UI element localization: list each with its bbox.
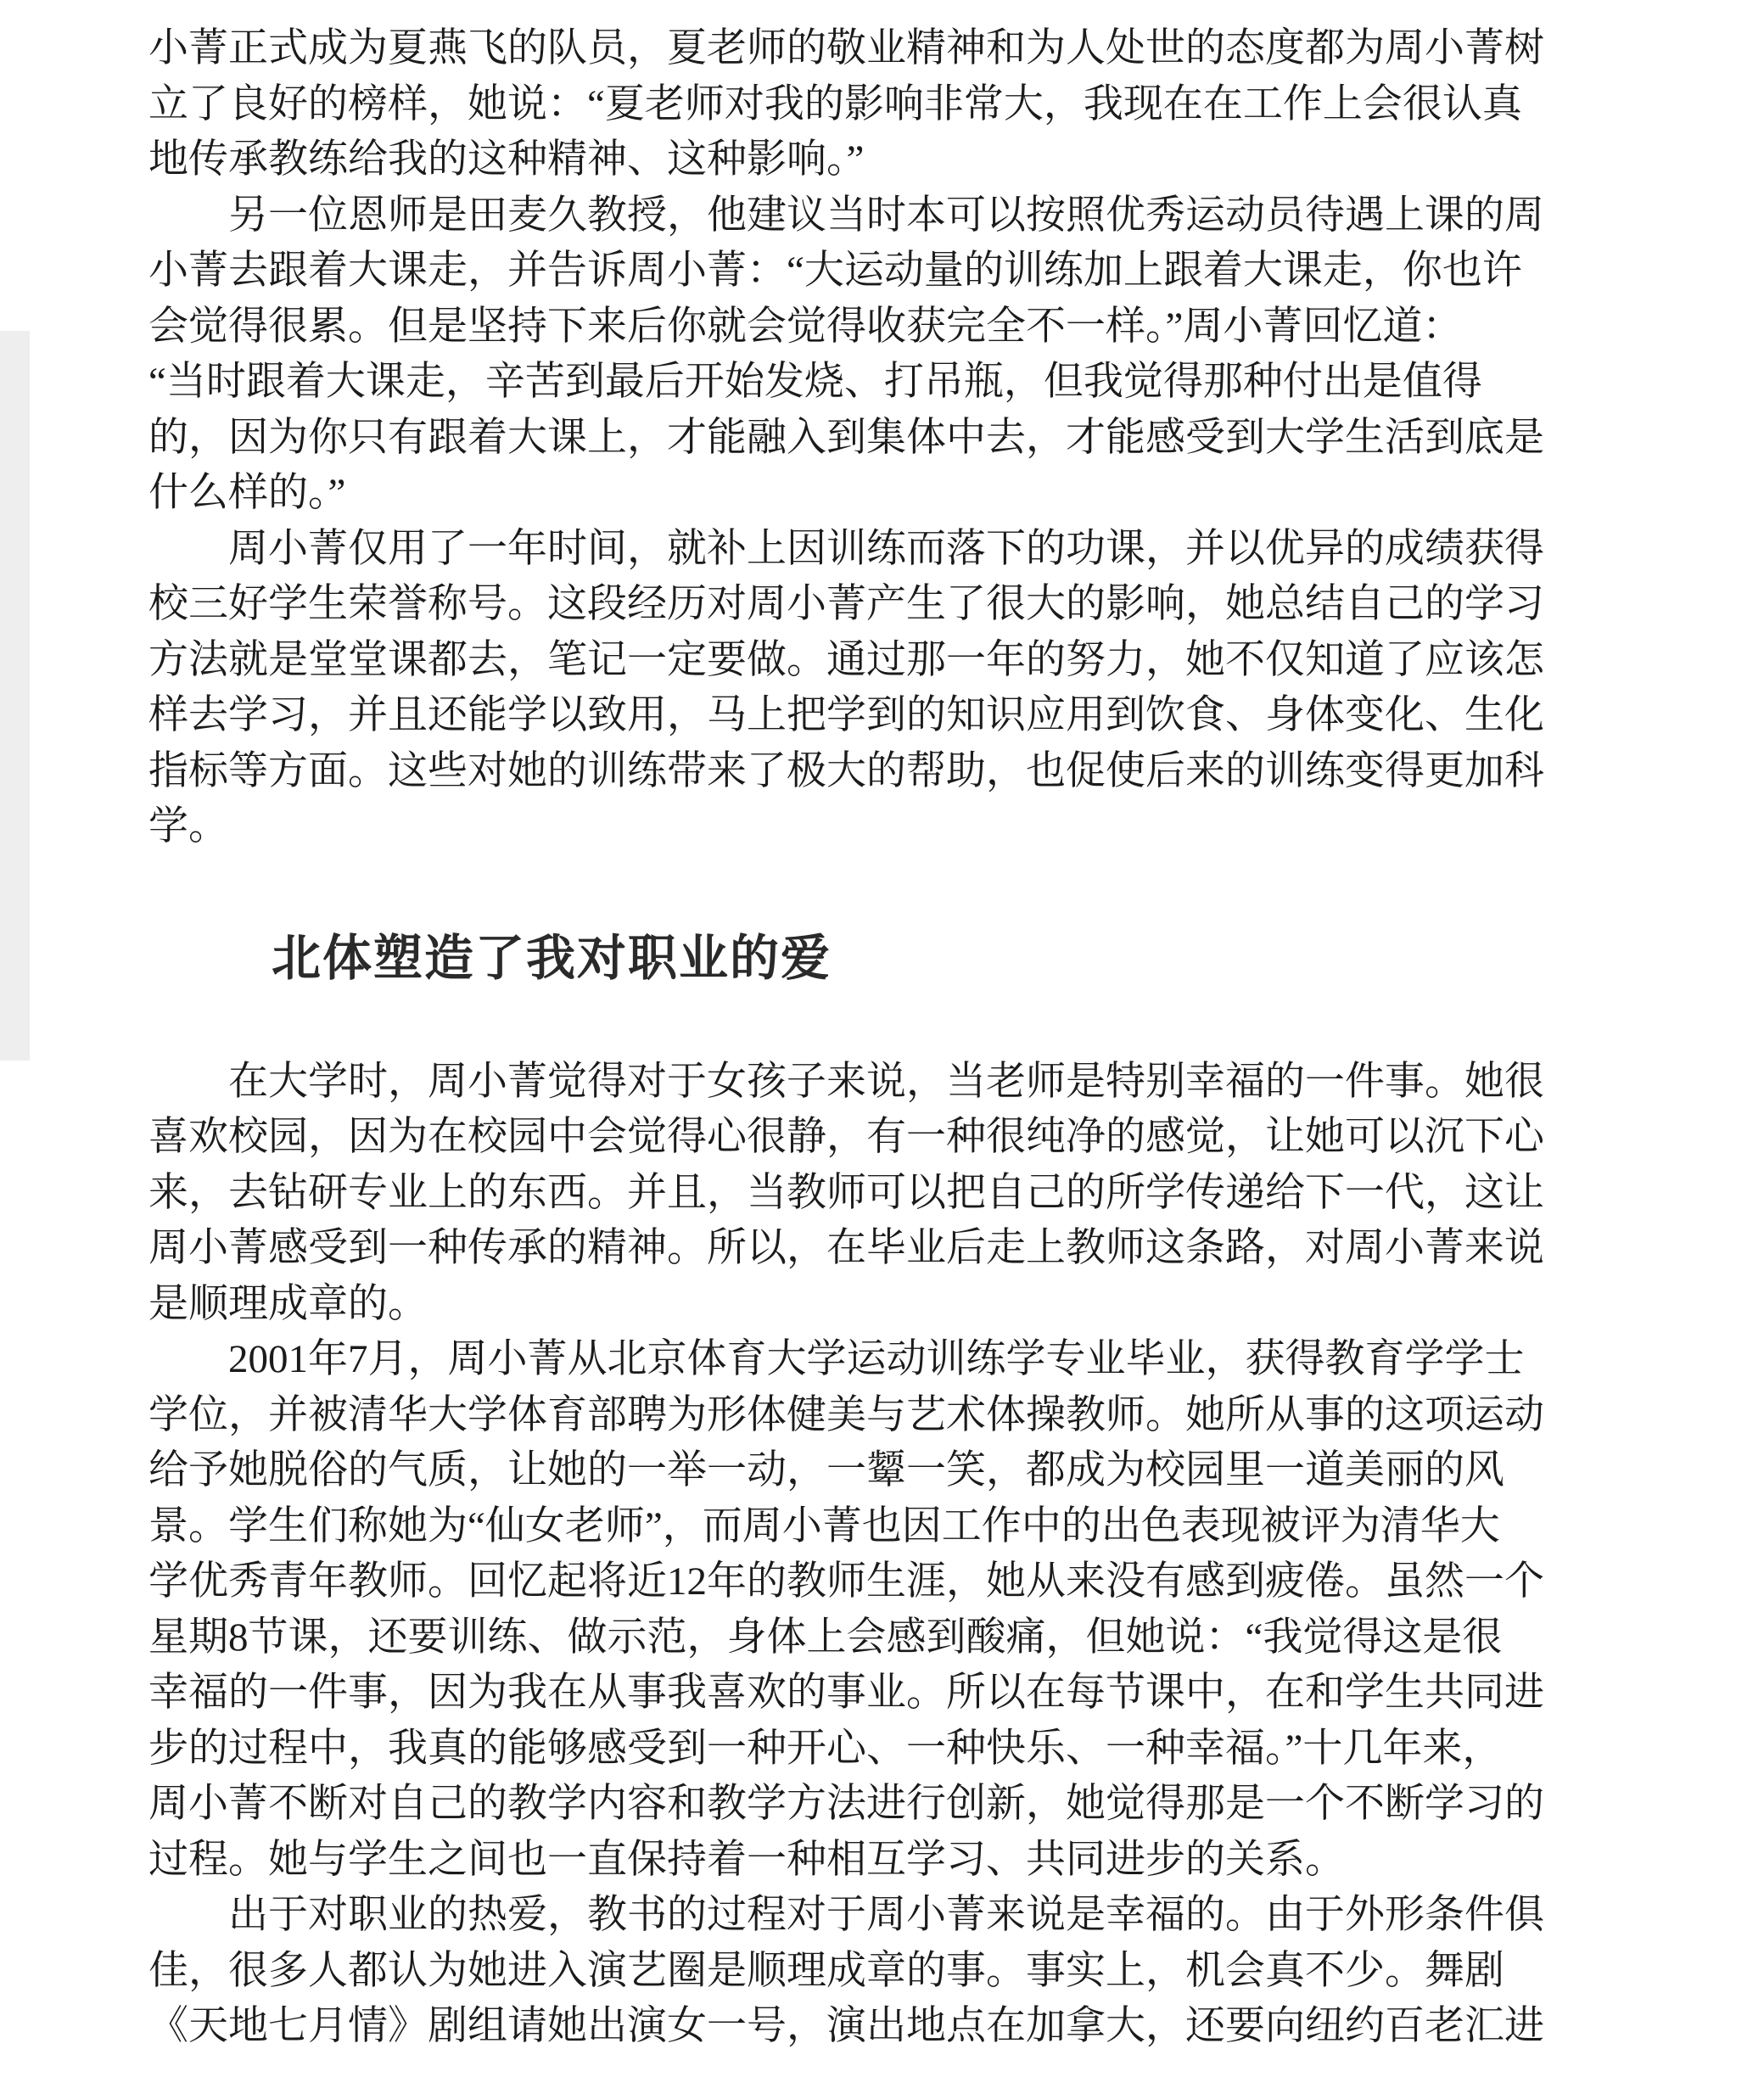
text-line: 会觉得很累。但是坚持下来后你就会觉得收获完全不一样。”周小菁回忆道： [148, 304, 1463, 349]
text-line: 景。学生们称她为“仙女老师”，而周小菁也因工作中的出色表现被评为清华大 [148, 1503, 1500, 1548]
text-line: 周小菁不断对自己的教学内容和教学方法进行创新，她觉得那是一个不断学习的 [148, 1782, 1544, 1826]
text-line: 小菁正式成为夏燕飞的队员，夏老师的敬业精神和为人处世的态度都为周小菁树 [148, 26, 1544, 70]
text-line: 样去学习，并且还能学以致用，马上把学到的知识应用到饮食、身体变化、生化 [148, 693, 1544, 737]
text-line: 立了良好的榜样，她说：“夏老师对我的影响非常大，我现在在工作上会很认真 [148, 81, 1522, 126]
text-line: 什么样的。” [148, 471, 346, 515]
text-line: 周小菁仅用了一年时间，就补上因训练而落下的功课，并以优异的成绩获得 [228, 526, 1544, 571]
text-line: 在大学时，周小菁觉得对于女孩子来说，当老师是特别幸福的一件事。她很 [228, 1059, 1544, 1104]
text-line: 过程。她与学生之间也一直保持着一种相互学习、共同进步的关系。 [148, 1837, 1345, 1882]
text-line: 2001年7月，周小菁从北京体育大学运动训练学专业毕业，获得教育学学士 [228, 1337, 1525, 1381]
text-line: 喜欢校园，因为在校园中会觉得心很静，有一种很纯净的感觉，让她可以沉下心 [148, 1115, 1544, 1159]
text-line: 学优秀青年教师。回忆起将近12年的教师生涯，她从来没有感到疲倦。虽然一个 [148, 1559, 1544, 1604]
text-line: 《天地七月情》剧组请她出演女一号，演出地点在加拿大，还要向纽约百老汇进 [148, 2004, 1544, 2048]
paragraph [148, 522, 1548, 855]
text-line: 另一位恩师是田麦久教授，他建议当时本可以按照优秀运动员待遇上课的周 [228, 193, 1544, 238]
text-line: 佳，很多人都认为她进入演艺圈是顺理成章的事。事实上，机会真不少。舞剧 [148, 1948, 1504, 1993]
text-line: 地传承教练给我的这种精神、这种影响。” [148, 137, 865, 182]
paragraph [148, 1055, 1548, 1333]
paragraph [148, 21, 1548, 188]
text-line: 学位，并被清华大学体育部聘为形体健美与艺术体操教师。她所从事的这项运动 [148, 1392, 1544, 1437]
text-line: 周小菁感受到一种传承的精神。所以，在毕业后走上教师这条路，对周小菁来说 [148, 1226, 1544, 1270]
text-line: 给予她脱俗的气质，让她的一举一动，一颦一笑，都成为校园里一道美丽的风 [148, 1448, 1504, 1492]
paragraph [148, 1888, 1548, 2055]
section-heading: 北体塑造了我对职业的爱 [272, 928, 832, 987]
text-line: 的，因为你只有跟着大课上，才能融入到集体中去，才能感受到大学生活到底是 [148, 415, 1544, 460]
paragraph [148, 188, 1548, 522]
paragraph [148, 1332, 1548, 1888]
text-line: 步的过程中，我真的能够感受到一种开心、一种快乐、一种幸福。”十几年来， [148, 1726, 1503, 1771]
text-line: 出于对职业的热爱，教书的过程对于周小菁来说是幸福的。由于外形条件俱 [228, 1893, 1544, 1937]
text-line: 星期8节课，还要训练、做示范，身体上会感到酸痛，但她说：“我觉得这是很 [148, 1615, 1503, 1660]
text-line: 是顺理成章的。 [148, 1281, 428, 1326]
text-column [148, 21, 1548, 2055]
text-line: 学。 [148, 804, 228, 848]
text-line: “当时跟着大课走，辛苦到最后开始发烧、打吊瓶，但我觉得那种付出是值得 [148, 360, 1482, 404]
text-line: 方法就是堂堂课都去，笔记一定要做。通过那一年的努力，她不仅知道了应该怎 [148, 637, 1544, 682]
text-line: 指标等方面。这些对她的训练带来了极大的帮助，也促使后来的训练变得更加科 [148, 748, 1544, 793]
text-line: 校三好学生荣誉称号。这段经历对周小菁产生了很大的影响，她总结自己的学习 [148, 582, 1544, 626]
page-edge-shadow [0, 331, 30, 1061]
text-line: 来，去钻研专业上的东西。并且，当教师可以把自己的所学传递给下一代，这让 [148, 1170, 1544, 1215]
text-line: 幸福的一件事，因为我在从事我喜欢的事业。所以在每节课中，在和学生共同进 [148, 1671, 1544, 1715]
text-line: 小菁去跟着大课走，并告诉周小菁：“大运动量的训练加上跟着大课走，你也许 [148, 249, 1522, 293]
